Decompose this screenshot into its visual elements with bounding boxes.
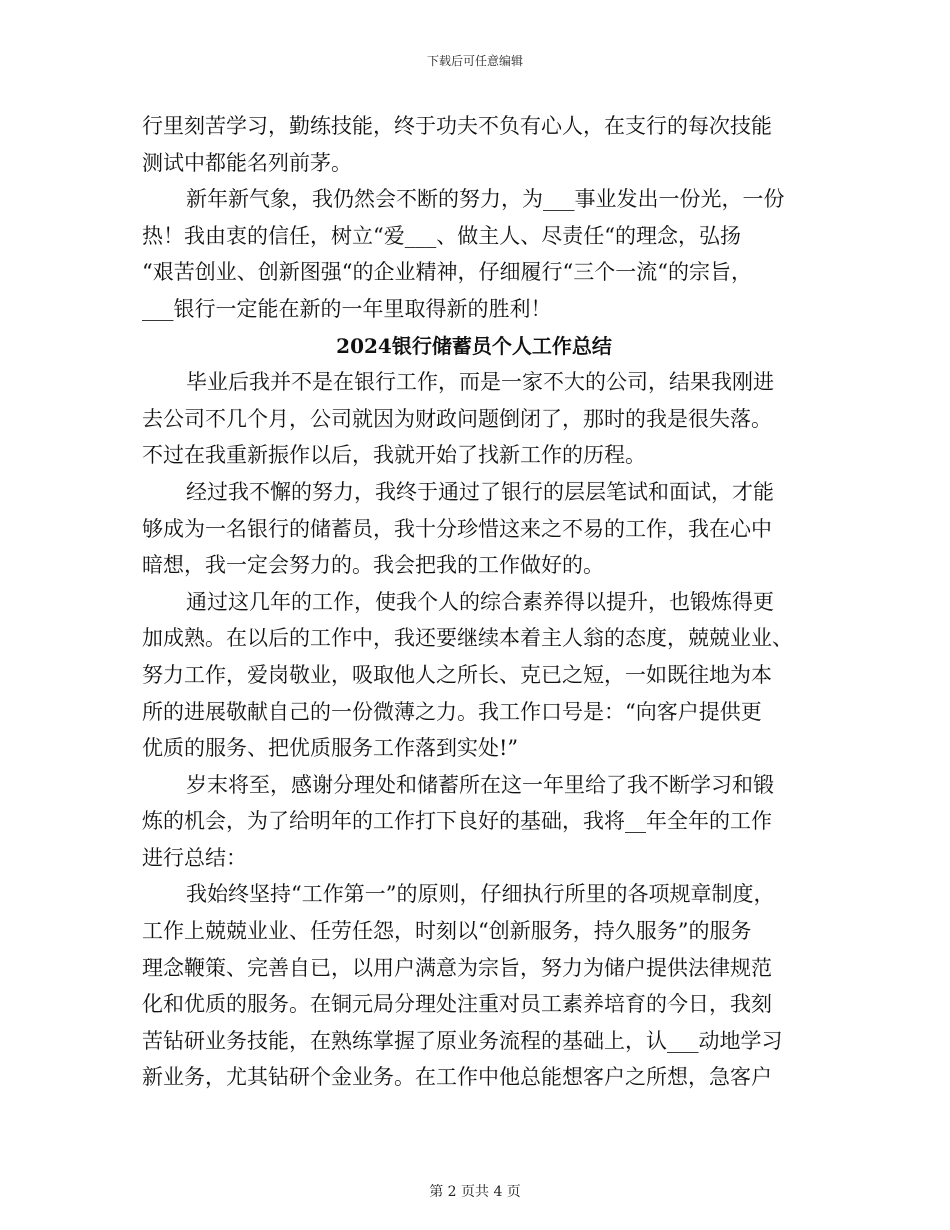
text-line: 炼的机会，为了给明年的工作打下良好的基础，我将__年全年的工作 (142, 809, 772, 834)
text-line: 毕业后我并不是在银行工作，而是一家不大的公司，结果我刚进 (186, 370, 774, 395)
text-line: 热！我由衷的信任，树立“爱___、做主人、尽责任“的理念，弘扬 (142, 223, 741, 248)
text-line: “艰苦创业、创新图强“的企业精神，仔细履行“三个一流“的宗旨， (142, 260, 752, 285)
text-line: 努力工作，爱岗敬业，吸取他人之所长、克已之短，一如既往地为本 (142, 662, 772, 687)
text-line: 工作上兢兢业业、任劳任怨，时刻以“创新服务，持久服务”的服务 (142, 919, 752, 944)
text-line: 理念鞭策、完善自已，以用户满意为宗旨，努力为储户提供法律规范 (142, 955, 772, 980)
text-line: 优质的服务、把优质服务工作落到实处!” (142, 736, 519, 761)
text-line: 够成为一名银行的储蓄员，我十分珍惜这来之不易的工作，我在心中 (142, 516, 772, 541)
text-line: 新业务，尤其钻研个金业务。在工作中他总能想客户之所想，急客户 (142, 1065, 772, 1090)
text-line: 我始终坚持“工作第一”的原则，仔细执行所里的各项规章制度， (186, 882, 775, 907)
text-line: 暗想，我一定会努力的。我会把我的工作做好的。 (142, 553, 604, 578)
text-line: 不过在我重新振作以后，我就开始了找新工作的历程。 (142, 443, 646, 468)
text-line: 进行总结： (142, 845, 247, 870)
text-line: 岁末将至，感谢分理处和储蓄所在这一年里给了我不断学习和锻 (186, 772, 774, 797)
page-header: 下载后可任意编辑 (426, 54, 523, 68)
section-heading: 2024银行储蓄员个人工作总结 (336, 333, 612, 358)
text-line: 去公司不几个月，公司就因为财政问题倒闭了，那时的我是很失落。 (142, 406, 772, 431)
text-line: ___银行一定能在新的一年里取得新的胜利！ (142, 296, 552, 321)
text-line: 所的进展敬献自己的一份微薄之力。我工作口号是：“向客户提供更 (142, 699, 762, 724)
text-line: 经过我不懈的努力，我终于通过了银行的层层笔试和面试，才能 (186, 479, 774, 504)
text-line: 加成熟。在以后的工作中，我还要继续本着主人翁的态度，兢兢业业、 (142, 626, 793, 651)
text-line: 化和优质的服务。在铜元局分理处注重对员工素养培育的今日，我刻 (142, 992, 772, 1017)
page-footer: 第 2 页共 4 页 (429, 1184, 521, 1200)
text-line: 苦钻研业务技能，在熟练掌握了原业务流程的基础上，认___动地学习 (142, 1028, 783, 1053)
text-line: 通过这几年的工作，使我个人的综合素养得以提升，也锻炼得更 (186, 589, 774, 614)
document-body (142, 108, 806, 1096)
text-line: 新年新气象，我仍然会不断的努力，为___事业发出一份光，一份 (186, 187, 785, 212)
text-line: 测试中都能名列前茅。 (142, 150, 352, 175)
text-line: 行里刻苦学习，勤练技能，终于功夫不负有心人，在支行的每次技能 (142, 114, 772, 138)
